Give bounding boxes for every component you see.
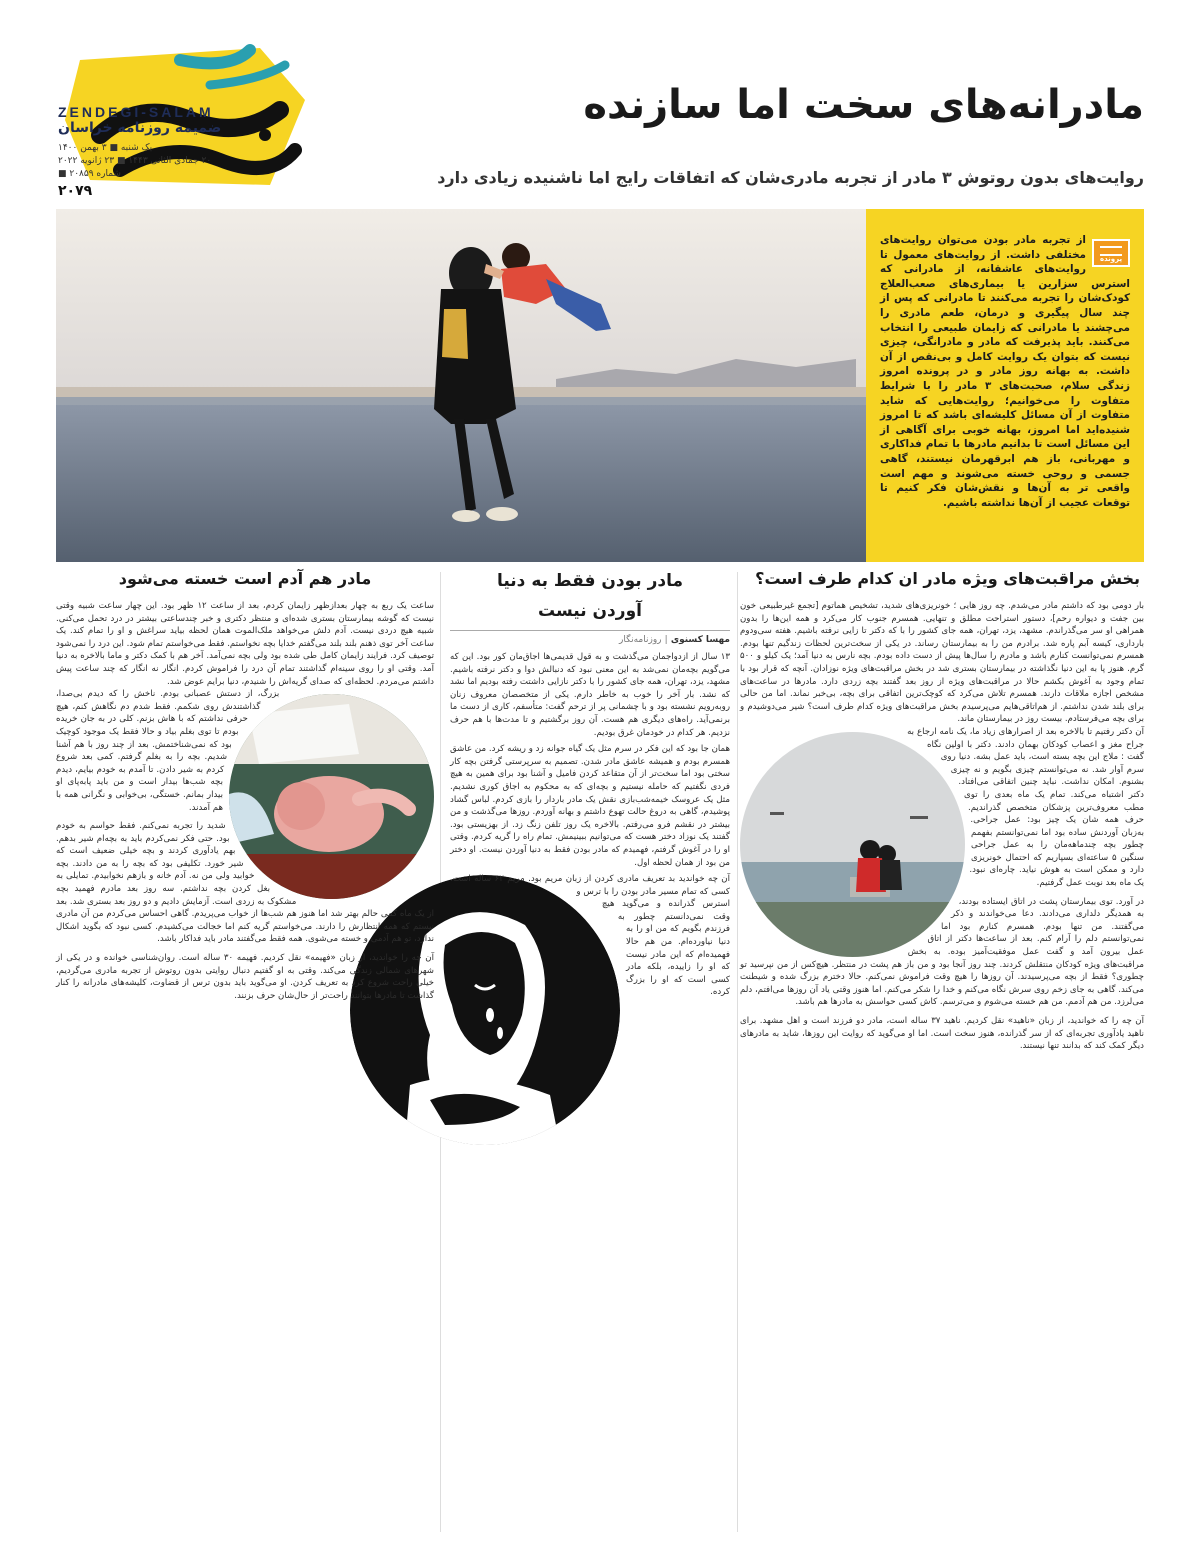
date-line-1: یک شنبه ■ ۳ بهمن ۱۴۰۰ xyxy=(58,143,153,153)
byline-name: مهسا کسنوی xyxy=(670,635,730,645)
newborn-baby-photo xyxy=(229,694,434,899)
issue-number: ۲۰۷۹ xyxy=(58,183,93,199)
newborn-photo xyxy=(229,694,434,899)
column-center xyxy=(450,566,730,1546)
column-rule xyxy=(737,572,738,1532)
column-center-title: مادر بودن فقط به دنیا آوردن نیست xyxy=(496,571,684,621)
column-center-p1: ۱۳ سال از ازدواجمان می‌گذشت و به قول قدیمی‌ها اجاق‌مان کور بود. این که می‌گویم بچه‌مان نمی‌شد به این معنی نبود که دنبالش دوا و دکتر نرفته باشیم. مشهد، یزد، تهران، همه جای کشور را با دکتر نازایی داشتت رفته بودیم اما نشد که نشد. بار آخر را خوب به خاطر دارم. یکی از متخصصان معروف زنان روبه‌رویم نشسته بود و با چشمانی پر از ترحم گفت: متأسفم، کاری از دست ما برنمی‌آید. راه‌های دیگری هم هست. آن روز برگشتیم و تا مدت‌ها با هم حرف نزدیم. هر کدام در خودمان غرق بودیم. xyxy=(450,652,730,738)
date-line-2: ۲۰ جمادی الثانی ۱۴۴۳ ■ ۲۳ ژانویه ۲۰۲۲ xyxy=(58,156,212,166)
column-center-p2: همان جا بود که این فکر در سرم مثل یک گیاه جوانه زد و ریشه کرد. من عاشق همسرم بودم و همیشه عاشق مادر شدن. تصمیم به سرپرستی گرفتن بچه کار سختی بود اما سخت‌تر از آن متقاعد کردن فامیل و آشنا بود برای همین به هیچ فردی نگفتیم که حامله نیستیم و بچه‌ای که به محکوم به اجاق کوری نشدیم. مثل یک عروسک خیمه‌شب‌بازی نقش یک مادر باردار را بازی کردم. لباس گشاد پوشیدم، گاهی به دروغ حالت تهوع داشتم و بهانه آوردم. روزها می‌گذشت و من بیشتر در نقشم فرو می‌رفتم. بالاخره یک روز تلفن زنگ زد. از بهزیستی بود. گفتند یک نوزاد دختر هست که می‌توانیم ببینیمش. تمام راه را گریه کردم. وقتی او را در آغوش گرفتم، فهمیدم که مادر بودن فقط به دنیا آوردن نیست. او دختر من بود از همان لحظه اول. xyxy=(450,744,730,868)
byline-role: روزنامه‌نگار xyxy=(619,635,662,645)
column-right-title: بخش مراقبت‌های ویژه مادر ان کدام طرف است؟ xyxy=(755,569,1140,588)
column-right xyxy=(740,566,1144,1053)
column-right-p1: بار دومی بود که داشتم مادر می‌شدم. چه روز هایی ؛ خونریزی‌های شدید، تشخیص هماتوم [تجمع غیرطبیعی خون بین جفت و دیواره رحم]، دستور استراحت مطلق و تنهایی. همسرم جنوب کار می‌کرد و همه این‌ها را بدون همراهی او سر می‌گذراندم. مشهد، یزد، تهران، همه جای کشور را با که دکتر تا زایی نرفته باشیم. هفته سی‌ودوم بارداری، کیسه آبم پاره شد. برادرم من را به بیمارستان رساند. در یکی از سخت‌ترین لحظات زندگیم تنها بودم. همسرم نمی‌توانست کنارم باشد و مادرم را سال‌ها پیش از دست داده بودم. بچه نارس به دنیا آمد؛ یک کیلو و ۵۰۰ گرم. هنوز پا به این دنیا نگذاشته در بیمارستان بستری شد در بخش مراقبت‌های ویژه نوزادان. آنچه که قرار بود با تمام وجود به آغوش بکشم حالا در مراقبت‌های ویژه از روز بعد گفتند بچه زردی دارد. مادرها در ساعت‌های مشخص اجازه ملاقات دارند. همسرم تلاش می‌کرد که کوچک‌ترین اتفاقی برای بچه، بی‌خبر نماند. اما من حالی برای بلند شدن نداشتم. از هم‌اتاقی‌هایم می‌پرسیدم بخش مراقبت‌های ویژه کدام طرف است؟ شیر می‌دوشیدم و برای بچه می‌فرستادم. بیست روز در بیمارستان ماند. xyxy=(740,601,1144,725)
brand-fa: ضمیمه روزنامه خراسان xyxy=(58,120,222,136)
seaside-photo xyxy=(740,732,965,957)
column-right-p4: آن چه را که خواندید، از زبان «ناهید» نقل کردیم. ناهید ۳۷ ساله است، مادر دو فرزند است و اهل مشهد. برای ناهید یادآوری تجربه‌ای که از سر گذرانده، هنوز سخت است. اما او می‌گوید که روایت این روزها، شاید به مادرهای دیگر کمک کند که بدانند تنها نیستند. xyxy=(740,1016,1144,1052)
page-subhead: روایت‌های بدون روتوش ۳ مادر از تجربه مادری‌شان که اتفاقات رایج اما ناشنیده زیادی دارد xyxy=(437,168,1144,187)
column-right-p2: آن دکتر رفتیم تا بالاخره بعد از اصرارهای زیاد ما، یک نامه ارجاع به جراح مغز و اعصاب کودکان بهمان دادند. دکتر با اولین نگاه گفت : ملاج این بچه بسته است، باید عمل بشه. دنیا روی سرم آوار شد. نه می‌توانستم چیزی بگویم و نه چیزی بشنوم. امکان نداشت. نباید چنین اتفاقی می‌افتاد. دکتر اشتباه می‌کند. تمام یک ماه بعدی را توی مطب معروف‌ترین پزشکان متخصص گذراندیم. حرف همه شان یک چیز بود: عمل جراحی. به‌زبان آوردنش ساده بود اما نمی‌توانستم بفهمم چطور بچه چندماهه‌مان را به عمل جراحی سنگین ۵ ساعته‌ای بسپاریم که احتمال خونریزی دارد و ممکن است به هوش نیاید. چاره‌ای نبود. یک ماه بعد نوبت عمل گرفتیم. xyxy=(907,726,1144,889)
column-left-p4: آن چه را خواندید، از زبان «فهیمه» نقل کردیم. فهیمه ۳۰ ساله است. روان‌شناسی خوانده و در یکی از شهرهای شمالی زندگی می‌کند. وقتی به او گفتیم دنبال روایتی بدون روتوش از تجربه مادری می‌گردیم، خیلی راحت شروع کرد به تعریف کردن. او می‌گوید باید بدون ترس از قضاوت، کلیشه‌های مادرانه را کنار گذاشت تا مادرها بتوانند راحت‌تر از حال‌شان حرف بزنند. xyxy=(56,953,434,1001)
column-left-title: مادر هم آدم است خسته می‌شود xyxy=(118,569,372,588)
page-headline: مادرانه‌های سخت اما سازنده xyxy=(583,82,1144,128)
column-left-p3: شدید را تجربه نمی‌کنم. فقط حواسم به خودم بود. حتی فکر نمی‌کردم باید به بچه‌ام شیر بدهم. بهم یادآوری کردند و بچه خیلی ضعیف است که شیر خورد. تکلیفی بود که بچه را به من دادند. بچه خوابید ولی من نه. آدم خانه و بازهم نخوابیدم. تمایلی به بغل کردن بچه نداشتم. سه روز بعد مادرم فهمید بچه مشکوک به زردی است. آزمایش دادیم و دو روز بعد بستری شد. بعد از یک ماه کمی حالم بهتر شد اما هنوز هم شب‌ها از خواب می‌پریدم. گاهی احساس می‌کردم من آن مادری نیستم که همه انتظارش را دارند. می‌خواستم گریه کنم اما خجالت می‌کشیدم. کسی نبود که بگوید اشکال ندارد، تو هم آدمی و خسته می‌شوی. همه فقط می‌گفتند مادر باید فداکار باشد. xyxy=(56,821,434,945)
dossier-tag: پرونده xyxy=(1092,239,1130,267)
column-left-p1: ساعت یک ربع به چهار بعدازظهر زایمان کردم، بعد از ساعت ۱۲ ظهر بود. این چهار ساعت شبیه وقتی نیست که گوشه بیمارستان بستری شده‌ای و منتظر دکتری و خبر چندساعتی بیشتر در درد تحمل می‌کنی. شبیه هیچ دردی نیست. آدم دلش می‌خواهد ملک‌الموت همان لحظه بیاید سراغش و او را تمام کند. یک ساعت آخر توی ذهنم بلند بلند می‌گفتم خدایا بچه نخواستم. فقط می‌خواستم تمام شود. این درد را نمی‌شود توصیف کرد. فرایند زایمان کامل طی شده بود ولی بچه نمی‌آمد. آخر هم با کمک دکتر و ماما بالاخره به دنیا آمد. وقتی او را روی سینه‌ام گذاشتند تمام آن درد را فراموش کردم. انگار نه انگار که چند ساعت پیش داشتم می‌مردم. لحظه‌ای که صدای گریه‌اش را شنیدم، دنیا برایم عوض شد. xyxy=(56,601,435,687)
mother-hugging-child-seaside-photo xyxy=(740,732,965,957)
masthead xyxy=(0,0,1200,205)
intro-text: از تجربه مادر بودن می‌توان روایت‌های مختلفی داشت. از روایت‌های معمول تا روایت‌های عاشقانه، از مادرانی که استرس سزارین یا بیماری‌های صعب‌العلاج کودک‌شان را تجربه می‌کنند تا مادرانی که پس از چند سال پیگیری و درمان، طعم مادری را می‌چشند یا مادرانی که زایمان طبیعی را انتخاب می‌کنند. باید پذیرفت که مادر و مادرانگی، چیزی نیست که بتوان یک روایت کامل و بی‌نقص از آن داشت. به بهانه روز مادر و در پرونده امروز زندگی سلام، صحبت‌های ۳ مادر را با شرایط متفاوت را می‌خوانیم؛ روایت‌هایی که شاید متفاوت از آن مسائل کلیشه‌ای باشد که تا امروز شنیده‌اید اما امروز، بهانه خوبی برای آگاهی از این مسائل است تا بدانیم مادرها با تمام فداکاری و مهربانی، باز هم ابرقهرمان نیستند، گاهی جسمی و روحی خسته می‌شوند و مهم است واقعی تر به آن‌ها و نقش‌شان فکر کنیم تا توقعات عجیب از آن‌ها نداشته باشیم. xyxy=(880,234,1130,509)
column-right-p3: در آورد. توی بیمارستان پشت در اتاق ایستاده بودند، به همدیگر دلداری می‌دادند. دعا می‌خواندند و ذکر می‌گفتند. من تنها بودم. همسرم کنارم بود اما نمی‌توانستم دلم را آرام کنم. بعد از ساعت‌ها دکتر از اتاق عمل بیرون آمد و گفت عمل موفقیت‌آمیز بوده. به بخش مراقبت‌های ویژه کودکان منتقلش کردند. چند روز آنجا بود و من باز هم پشت در منتظر. هیچ‌کس از من نپرسید تو چطوری؟ فقط از بچه می‌پرسیدند. آن روزها را هیچ وقت فراموش نمی‌کنم. حالا دخترم بزرگ شده و شیطنت می‌کند. گاهی به جای زخم روی سرش نگاه می‌کنم و خدا را شکر می‌کنم. اما هنوز وقتی یاد آن روزها می‌افتم، دلم می‌لرزد. من هم آدمم. من هم خسته می‌شوم و می‌ترسم. کاش کسی حواسش به مادرها هم باشد. xyxy=(740,896,1144,1008)
date-line-3: شماره ۲۰۸۵۹ ■ xyxy=(58,169,121,179)
intro-box xyxy=(866,209,1144,562)
brand-latin: ZENDEGI-SALAM xyxy=(58,104,214,120)
column-left xyxy=(56,566,434,1002)
byline: مهسا کسنوی | روزنامه‌نگار xyxy=(450,630,730,645)
column-center-p3: آن چه خواندید بد تعریف مادری کردن از زبان مریم بود. مریم ۶۲ ساله است. کسی که تمام مسیر مادر بودن را با ترس و استرس گذرانده و می‌گوید هیچ وقت نمی‌دانستم چطور به فرزندم بگویم که من او را به دنیا نیاورده‌ام. من هم حالا فهمیده‌ام که این مادر نیست که او را زاییده، بلکه مادر کسی است که او را بزرگ کرده. xyxy=(450,874,730,998)
column-left-p2: بزرگ، از دستش عصبانی بودم. ناخش را که دیدم بی‌صدا، گذاشتندش روی شکمم. فقط شدم دم نگاهش کنم، هیچ حرفی نداشتم که با هاش بزنم. کلی در به جان خریده بودم تا توی بغلم بیاد و حالا فقط یک موجود کوچیک بود که نمی‌شناختمش. بعد از چند روز با هم آشنا شدیم. بچه را به بغلم گرفتم. کمی بعد شروع کردم به شیر دادن. تا آمدم به خودم بیایم، دیدم بچه شب‌ها بیدار است و من باید پابه‌پای او بیدار بمانم. خستگی، بی‌خوابی و نگرانی همه با هم آمدند. xyxy=(56,689,280,813)
